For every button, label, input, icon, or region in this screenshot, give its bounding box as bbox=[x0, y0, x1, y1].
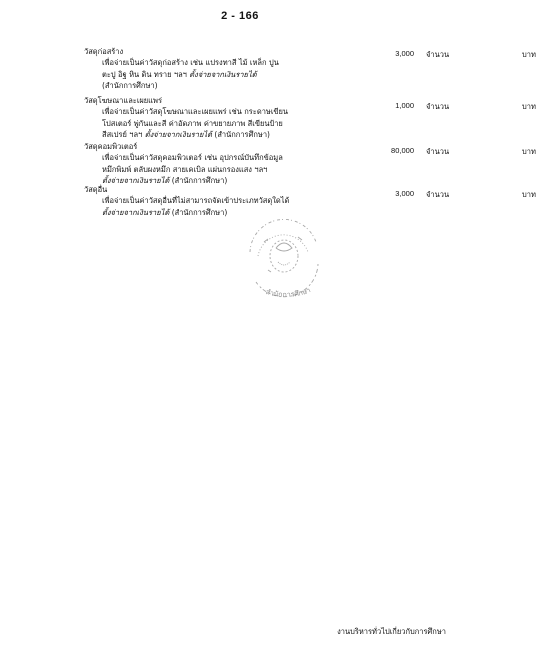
official-seal-stamp bbox=[238, 212, 330, 304]
budget-source: ตั้งจ่ายจากเงินรายได้ bbox=[189, 69, 257, 79]
item-line: โปสเตอร์ พู่กันและสี ค่าอัดภาพ ค่าขยายภาพ สีเขียนป้าย bbox=[102, 118, 283, 128]
amount-label: จำนวน bbox=[426, 147, 450, 156]
item-description bbox=[102, 152, 338, 187]
stamp-text: สำนักการศึกษา bbox=[264, 286, 312, 299]
budget-item-computer bbox=[84, 141, 536, 187]
department: (สำนักการศึกษา) bbox=[214, 130, 270, 139]
amount-value: 1,000 bbox=[395, 101, 414, 110]
budget-item-advertising bbox=[84, 95, 536, 141]
item-line: เพื่อจ่ายเป็นค่าวัสดุคอมพิวเตอร์ เช่น อุปกรณ์บันทึกข้อมูล bbox=[102, 153, 283, 162]
item-line: ตะปู อิฐ หิน ดิน ทราย ฯลฯ bbox=[102, 69, 187, 79]
budget-source: ตั้งจ่ายจากเงินรายได้ bbox=[102, 207, 170, 217]
department: (สำนักการศึกษา) bbox=[102, 81, 158, 90]
item-title: วัสดุคอมพิวเตอร์ bbox=[84, 142, 138, 151]
item-line: หมึกพิมพ์ ตลับผงหมึก สายเคเบิล แผ่นกรองแสง ฯลฯ bbox=[102, 164, 268, 174]
amount-label: จำนวน bbox=[426, 190, 450, 199]
amount-label: จำนวน bbox=[426, 102, 450, 111]
amount-value: 3,000 bbox=[395, 189, 414, 198]
amount-value: 80,000 bbox=[391, 146, 414, 155]
page-number: 2 - 166 bbox=[221, 10, 259, 22]
department: (สำนักการศึกษา) bbox=[171, 207, 228, 217]
amount-unit: บาท bbox=[522, 190, 536, 199]
amount-unit: บาท bbox=[522, 50, 536, 59]
amount-unit: บาท bbox=[522, 102, 536, 111]
svg-text:สำนักการศึกษา bbox=[265, 286, 312, 299]
item-title: วัสดุโฆษณาและเผยแพร่ bbox=[84, 96, 162, 105]
item-title: วัสดุอื่น bbox=[84, 185, 108, 194]
item-line: เพื่อจ่ายเป็นค่าวัสดุก่อสร้าง เช่น แปรงทาสี ไม้ เหล็ก ปูน bbox=[102, 58, 279, 67]
item-description bbox=[102, 106, 338, 141]
amount-unit: บาท bbox=[522, 147, 536, 156]
item-line: สีสเปรย์ ฯลฯ bbox=[102, 130, 143, 139]
budget-source: ตั้งจ่ายจากเงินรายได้ bbox=[144, 130, 213, 139]
amount-value: 3,000 bbox=[395, 49, 414, 58]
department: (สำนักการศึกษา) bbox=[171, 176, 228, 185]
item-description bbox=[102, 57, 338, 92]
item-line: เพื่อจ่ายเป็นค่าวัสดุอื่นที่ไม่สามารถจัดเข้าประเภทวัสดุใดได้ bbox=[102, 196, 290, 205]
budget-source: ตั้งจ่ายจากเงินรายได้ bbox=[102, 176, 170, 185]
item-line: เพื่อจ่ายเป็นค่าวัสดุโฆษณาและเผยแพร่ เช่น กระดาษเขียน bbox=[102, 107, 289, 116]
footer-text: งานบริหารทั่วไปเกี่ยวกับการศึกษา bbox=[337, 627, 446, 636]
budget-item-construction bbox=[84, 46, 536, 92]
item-title: วัสดุก่อสร้าง bbox=[84, 47, 124, 56]
amount-label: จำนวน bbox=[426, 50, 450, 59]
